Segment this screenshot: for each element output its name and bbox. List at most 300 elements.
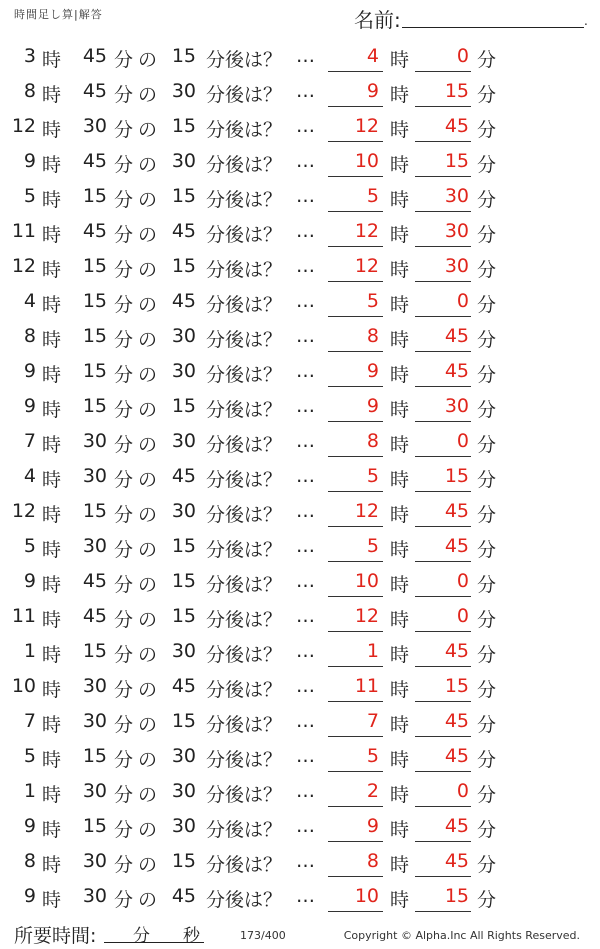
start-hour: 5: [23, 535, 36, 557]
added-minutes: 15: [171, 395, 196, 417]
answer-hour: 2: [366, 780, 379, 802]
answer-minute: 0: [456, 780, 469, 802]
ellipsis: …: [296, 850, 315, 872]
answer-hour: 5: [366, 745, 379, 767]
answer-minute: 0: [456, 570, 469, 592]
question-text: 分後は？: [206, 469, 283, 491]
question-text: 分後は？: [206, 504, 283, 526]
hour-unit: 時: [42, 119, 62, 141]
hour-unit: 時: [42, 294, 62, 316]
problem-row: [0, 493, 600, 528]
answer-minute-unit: 分: [477, 539, 497, 561]
answer-hour-unit: 時: [390, 714, 410, 736]
start-minute: 15: [82, 325, 107, 347]
answer-minute-unit: 分: [477, 154, 497, 176]
particle-no: の: [138, 399, 158, 421]
minute-unit: 分: [114, 364, 134, 386]
hour-unit: 時: [42, 434, 62, 456]
particle-no: の: [138, 49, 158, 71]
question-text: 分後は？: [206, 819, 283, 841]
minute-unit: 分: [114, 329, 134, 351]
hour-unit: 時: [42, 154, 62, 176]
answer-hour-unit: 時: [390, 644, 410, 666]
start-hour: 12: [11, 255, 36, 277]
question-text: 分後は？: [206, 259, 283, 281]
start-minute: 15: [82, 500, 107, 522]
added-minutes: 30: [171, 815, 196, 837]
answer-minute: 45: [444, 500, 469, 522]
answer-minute: 30: [444, 395, 469, 417]
start-hour: 9: [23, 815, 36, 837]
minute-unit: 分: [114, 504, 134, 526]
minute-unit: 分: [114, 84, 134, 106]
answer-hour: 12: [354, 220, 379, 242]
answer-minute-unit: 分: [477, 679, 497, 701]
answer-hour: 9: [366, 815, 379, 837]
hour-unit: 時: [42, 609, 62, 631]
hour-unit: 時: [42, 224, 62, 246]
ellipsis: …: [296, 45, 315, 67]
answer-hour: 11: [354, 675, 379, 697]
particle-no: の: [138, 749, 158, 771]
hour-unit: 時: [42, 329, 62, 351]
answer-minute: 45: [444, 640, 469, 662]
answer-minute: 0: [456, 290, 469, 312]
question-text: 分後は？: [206, 609, 283, 631]
answer-hour-unit: 時: [390, 329, 410, 351]
answer-minute-unit: 分: [477, 749, 497, 771]
start-hour: 9: [23, 885, 36, 907]
problem-row: [0, 738, 600, 773]
answer-minute-unit: 分: [477, 889, 497, 911]
question-text: 分後は？: [206, 84, 283, 106]
start-hour: 10: [11, 675, 36, 697]
problem-row: [0, 388, 600, 423]
name-label: 名前:: [354, 8, 401, 32]
answer-hour: 5: [366, 535, 379, 557]
answer-minute-unit: 分: [477, 49, 497, 71]
ellipsis: …: [296, 780, 315, 802]
minute-unit: 分: [114, 539, 134, 561]
answer-hour-unit: 時: [390, 784, 410, 806]
hour-unit: 時: [42, 259, 62, 281]
answer-minute: 30: [444, 185, 469, 207]
hour-unit: 時: [42, 644, 62, 666]
particle-no: の: [138, 259, 158, 281]
answer-hour: 10: [354, 150, 379, 172]
hour-unit: 時: [42, 679, 62, 701]
answer-minute: 0: [456, 45, 469, 67]
answer-hour: 1: [366, 640, 379, 662]
ellipsis: …: [296, 465, 315, 487]
question-text: 分後は？: [206, 224, 283, 246]
answer-hour: 8: [366, 325, 379, 347]
answer-hour-unit: 時: [390, 119, 410, 141]
question-text: 分後は？: [206, 679, 283, 701]
problem-row: [0, 633, 600, 668]
answer-minute-unit: 分: [477, 84, 497, 106]
added-minutes: 15: [171, 605, 196, 627]
problem-row: [0, 808, 600, 843]
ellipsis: …: [296, 500, 315, 522]
answer-hour: 5: [366, 290, 379, 312]
particle-no: の: [138, 609, 158, 631]
start-hour: 5: [23, 745, 36, 767]
particle-no: の: [138, 679, 158, 701]
start-hour: 9: [23, 395, 36, 417]
answer-minute-unit: 分: [477, 294, 497, 316]
answer-hour-unit: 時: [390, 399, 410, 421]
added-minutes: 15: [171, 45, 196, 67]
added-minutes: 30: [171, 325, 196, 347]
hour-unit: 時: [42, 364, 62, 386]
answer-hour-unit: 時: [390, 434, 410, 456]
answer-hour: 12: [354, 500, 379, 522]
problem-row: [0, 143, 600, 178]
answer-minute: 30: [444, 220, 469, 242]
problem-row: [0, 353, 600, 388]
particle-no: の: [138, 574, 158, 596]
particle-no: の: [138, 119, 158, 141]
question-text: 分後は？: [206, 714, 283, 736]
start-minute: 15: [82, 745, 107, 767]
added-minutes: 30: [171, 430, 196, 452]
start-hour: 3: [23, 45, 36, 67]
particle-no: の: [138, 434, 158, 456]
problem-row: [0, 458, 600, 493]
hour-unit: 時: [42, 819, 62, 841]
answer-hour-unit: 時: [390, 574, 410, 596]
question-text: 分後は？: [206, 574, 283, 596]
minute-unit: 分: [114, 749, 134, 771]
problem-row: [0, 318, 600, 353]
start-minute: 15: [82, 395, 107, 417]
added-minutes: 15: [171, 115, 196, 137]
start-minute: 45: [82, 150, 107, 172]
problem-row: [0, 878, 600, 913]
minutes-label: 分: [133, 926, 150, 946]
start-minute: 45: [82, 605, 107, 627]
ellipsis: …: [296, 710, 315, 732]
start-hour: 8: [23, 850, 36, 872]
problem-row: [0, 38, 600, 73]
start-minute: 30: [82, 850, 107, 872]
problem-row: [0, 283, 600, 318]
answer-minute: 0: [456, 605, 469, 627]
minute-unit: 分: [114, 714, 134, 736]
ellipsis: …: [296, 360, 315, 382]
answer-hour-unit: 時: [390, 819, 410, 841]
copyright: Copyright © Alpha.Inc All Rights Reserved.: [343, 929, 580, 942]
added-minutes: 15: [171, 570, 196, 592]
problem-row: [0, 668, 600, 703]
hour-unit: 時: [42, 889, 62, 911]
answer-hour: 8: [366, 430, 379, 452]
question-text: 分後は？: [206, 154, 283, 176]
added-minutes: 30: [171, 640, 196, 662]
start-hour: 1: [23, 640, 36, 662]
start-minute: 30: [82, 115, 107, 137]
answer-minute: 45: [444, 745, 469, 767]
hour-unit: 時: [42, 189, 62, 211]
minute-unit: 分: [114, 889, 134, 911]
added-minutes: 30: [171, 150, 196, 172]
problem-row: [0, 773, 600, 808]
added-minutes: 30: [171, 80, 196, 102]
problem-row: [0, 598, 600, 633]
start-minute: 15: [82, 290, 107, 312]
particle-no: の: [138, 819, 158, 841]
ellipsis: …: [296, 675, 315, 697]
minute-unit: 分: [114, 399, 134, 421]
ellipsis: …: [296, 115, 315, 137]
answer-minute: 45: [444, 535, 469, 557]
start-minute: 15: [82, 255, 107, 277]
question-text: 分後は？: [206, 539, 283, 561]
answer-minute: 15: [444, 675, 469, 697]
answer-hour-unit: 時: [390, 224, 410, 246]
problem-row: [0, 703, 600, 738]
answer-minute: 45: [444, 815, 469, 837]
answer-minute-unit: 分: [477, 609, 497, 631]
answer-hour-unit: 時: [390, 294, 410, 316]
hour-unit: 時: [42, 504, 62, 526]
question-text: 分後は？: [206, 434, 283, 456]
answer-minute-unit: 分: [477, 364, 497, 386]
answer-hour-unit: 時: [390, 84, 410, 106]
minute-unit: 分: [114, 679, 134, 701]
start-hour: 12: [11, 500, 36, 522]
ellipsis: …: [296, 80, 315, 102]
ellipsis: …: [296, 395, 315, 417]
answer-hour: 7: [366, 710, 379, 732]
minute-unit: 分: [114, 854, 134, 876]
name-field-line: [402, 27, 584, 28]
minute-unit: 分: [114, 574, 134, 596]
question-text: 分後は？: [206, 364, 283, 386]
question-text: 分後は？: [206, 784, 283, 806]
minute-unit: 分: [114, 434, 134, 456]
problem-row: [0, 563, 600, 598]
answer-hour: 9: [366, 80, 379, 102]
particle-no: の: [138, 154, 158, 176]
problem-row: [0, 108, 600, 143]
start-minute: 15: [82, 360, 107, 382]
start-hour: 8: [23, 325, 36, 347]
start-minute: 45: [82, 220, 107, 242]
page-number: 173/400: [240, 929, 286, 942]
hour-unit: 時: [42, 539, 62, 561]
answer-hour: 5: [366, 185, 379, 207]
added-minutes: 45: [171, 885, 196, 907]
particle-no: の: [138, 714, 158, 736]
answer-hour-unit: 時: [390, 504, 410, 526]
added-minutes: 15: [171, 535, 196, 557]
added-minutes: 30: [171, 780, 196, 802]
answer-hour-unit: 時: [390, 609, 410, 631]
ellipsis: …: [296, 290, 315, 312]
start-minute: 15: [82, 815, 107, 837]
start-hour: 9: [23, 570, 36, 592]
ellipsis: …: [296, 185, 315, 207]
hour-unit: 時: [42, 854, 62, 876]
hour-unit: 時: [42, 399, 62, 421]
answer-minute-unit: 分: [477, 714, 497, 736]
particle-no: の: [138, 854, 158, 876]
seconds-label: 秒: [183, 926, 200, 946]
added-minutes: 15: [171, 710, 196, 732]
hour-unit: 時: [42, 784, 62, 806]
answer-minute-unit: 分: [477, 329, 497, 351]
hour-unit: 時: [42, 749, 62, 771]
answer-hour: 10: [354, 885, 379, 907]
answer-minute: 45: [444, 360, 469, 382]
question-text: 分後は？: [206, 644, 283, 666]
problem-row: [0, 248, 600, 283]
answer-minute: 30: [444, 255, 469, 277]
answer-minute-unit: 分: [477, 189, 497, 211]
ellipsis: …: [296, 885, 315, 907]
particle-no: の: [138, 294, 158, 316]
problem-row: [0, 73, 600, 108]
particle-no: の: [138, 784, 158, 806]
start-hour: 9: [23, 360, 36, 382]
time-required-label: 所要時間:: [14, 925, 97, 947]
answer-minute: 0: [456, 430, 469, 452]
answer-minute-unit: 分: [477, 504, 497, 526]
start-hour: 12: [11, 115, 36, 137]
answer-minute-unit: 分: [477, 224, 497, 246]
start-minute: 30: [82, 710, 107, 732]
answer-hour: 12: [354, 115, 379, 137]
start-minute: 30: [82, 780, 107, 802]
ellipsis: …: [296, 570, 315, 592]
start-hour: 11: [11, 605, 36, 627]
ellipsis: …: [296, 430, 315, 452]
start-minute: 15: [82, 640, 107, 662]
minute-unit: 分: [114, 189, 134, 211]
added-minutes: 45: [171, 220, 196, 242]
answer-hour: 10: [354, 570, 379, 592]
start-hour: 11: [11, 220, 36, 242]
question-text: 分後は？: [206, 189, 283, 211]
question-text: 分後は？: [206, 119, 283, 141]
start-hour: 7: [23, 430, 36, 452]
answer-minute-unit: 分: [477, 784, 497, 806]
particle-no: の: [138, 189, 158, 211]
ellipsis: …: [296, 640, 315, 662]
answer-hour: 12: [354, 605, 379, 627]
particle-no: の: [138, 224, 158, 246]
answer-hour-unit: 時: [390, 364, 410, 386]
ellipsis: …: [296, 535, 315, 557]
ellipsis: …: [296, 325, 315, 347]
particle-no: の: [138, 364, 158, 386]
hour-unit: 時: [42, 84, 62, 106]
particle-no: の: [138, 889, 158, 911]
answer-hour-unit: 時: [390, 854, 410, 876]
answer-hour-unit: 時: [390, 469, 410, 491]
answer-minute: 45: [444, 850, 469, 872]
answer-minute: 45: [444, 710, 469, 732]
answer-minute-unit: 分: [477, 574, 497, 596]
answer-hour-unit: 時: [390, 49, 410, 71]
start-minute: 30: [82, 465, 107, 487]
ellipsis: …: [296, 815, 315, 837]
answer-hour-unit: 時: [390, 679, 410, 701]
start-hour: 7: [23, 710, 36, 732]
added-minutes: 45: [171, 675, 196, 697]
answer-minute-unit: 分: [477, 119, 497, 141]
minute-unit: 分: [114, 224, 134, 246]
start-hour: 1: [23, 780, 36, 802]
particle-no: の: [138, 469, 158, 491]
question-text: 分後は？: [206, 889, 283, 911]
start-hour: 9: [23, 150, 36, 172]
ellipsis: …: [296, 605, 315, 627]
answer-minute: 15: [444, 150, 469, 172]
added-minutes: 45: [171, 465, 196, 487]
answer-hour-unit: 時: [390, 749, 410, 771]
answer-minute: 45: [444, 325, 469, 347]
start-minute: 45: [82, 80, 107, 102]
answer-minute: 15: [444, 885, 469, 907]
added-minutes: 15: [171, 185, 196, 207]
answer-minute-unit: 分: [477, 259, 497, 281]
minute-unit: 分: [114, 119, 134, 141]
added-minutes: 30: [171, 360, 196, 382]
answer-hour: 12: [354, 255, 379, 277]
hour-unit: 時: [42, 469, 62, 491]
answer-minute: 15: [444, 80, 469, 102]
answer-minute-unit: 分: [477, 399, 497, 421]
added-minutes: 30: [171, 745, 196, 767]
added-minutes: 15: [171, 850, 196, 872]
answer-minute: 15: [444, 465, 469, 487]
particle-no: の: [138, 329, 158, 351]
start-hour: 4: [23, 290, 36, 312]
minute-unit: 分: [114, 644, 134, 666]
particle-no: の: [138, 644, 158, 666]
minute-unit: 分: [114, 154, 134, 176]
ellipsis: …: [296, 745, 315, 767]
answer-minute-unit: 分: [477, 469, 497, 491]
minute-unit: 分: [114, 49, 134, 71]
answer-hour: 9: [366, 360, 379, 382]
particle-no: の: [138, 539, 158, 561]
added-minutes: 45: [171, 290, 196, 312]
start-minute: 45: [82, 45, 107, 67]
answer-hour: 4: [366, 45, 379, 67]
problem-row: [0, 178, 600, 213]
name-end-dot: .: [584, 14, 588, 28]
added-minutes: 15: [171, 255, 196, 277]
answer-minute-unit: 分: [477, 819, 497, 841]
question-text: 分後は？: [206, 854, 283, 876]
question-text: 分後は？: [206, 49, 283, 71]
answer-minute-unit: 分: [477, 434, 497, 456]
minute-unit: 分: [114, 609, 134, 631]
start-hour: 4: [23, 465, 36, 487]
problem-list: [0, 38, 600, 913]
ellipsis: …: [296, 255, 315, 277]
hour-unit: 時: [42, 714, 62, 736]
answer-hour: 5: [366, 465, 379, 487]
answer-hour: 9: [366, 395, 379, 417]
particle-no: の: [138, 84, 158, 106]
added-minutes: 30: [171, 500, 196, 522]
start-minute: 15: [82, 185, 107, 207]
